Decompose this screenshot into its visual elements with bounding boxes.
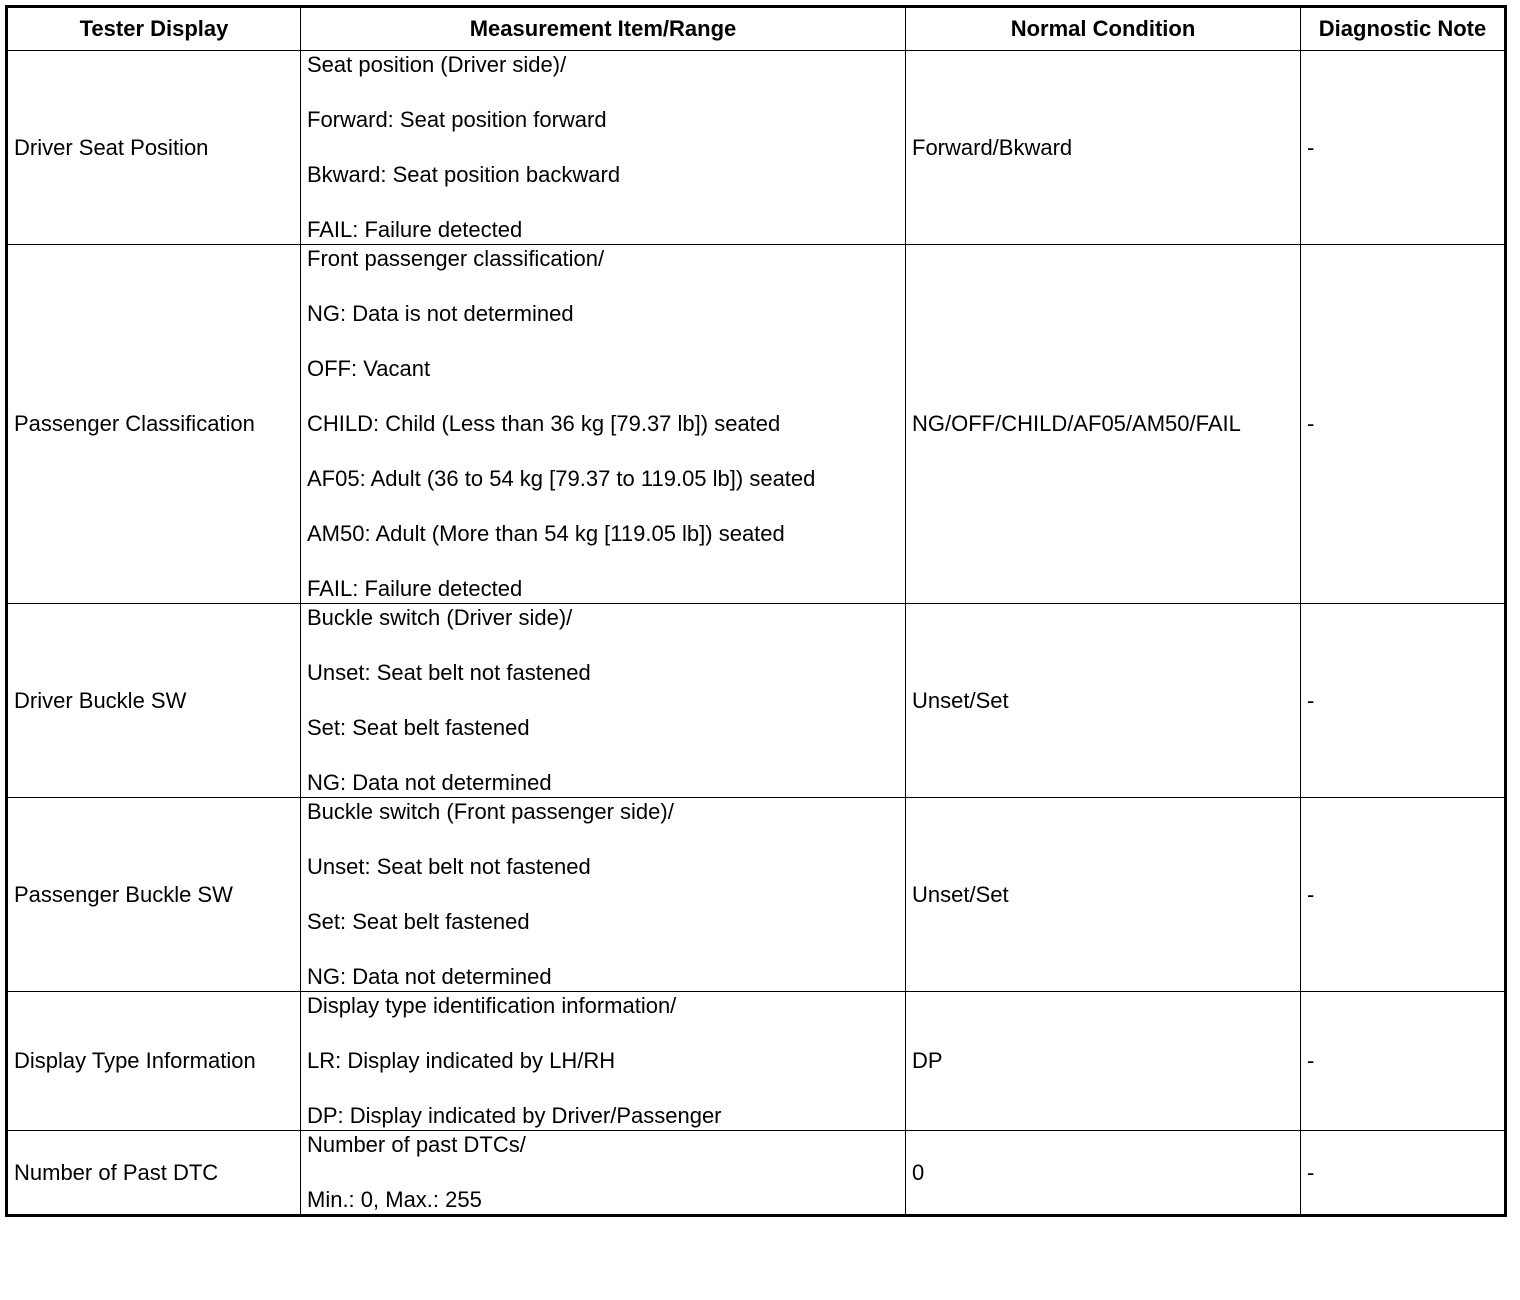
header-measurement-item-range: Measurement Item/Range [301,7,906,51]
diagnostic-note-cell: - [1301,245,1506,604]
table-row [7,1131,1506,1216]
range-line: FAIL: Failure detected [307,576,523,601]
range-line: AF05: Adult (36 to 54 kg [79.37 to 119.05 lb]) seated [307,466,816,491]
data-list-table-container [5,5,1507,1217]
table-header-row [7,7,1506,51]
table-row [7,604,1506,798]
diagnostic-note-cell: - [1301,51,1506,245]
table-row [7,51,1506,245]
diagnostic-note-cell: - [1301,604,1506,798]
range-line: Buckle switch (Driver side)/ [307,605,573,630]
measurement-range-cell [301,798,906,992]
range-line: Seat position (Driver side)/ [307,52,567,77]
range-line: LR: Display indicated by LH/RH [307,1048,616,1073]
range-line: Unset: Seat belt not fastened [307,660,591,685]
measurement-range-cell [301,992,906,1131]
range-line: Forward: Seat position forward [307,107,607,132]
header-tester-display: Tester Display [7,7,301,51]
range-line: FAIL: Failure detected [307,217,523,242]
normal-condition-cell: 0 [906,1131,1301,1216]
table-row [7,245,1506,604]
normal-condition-cell: Unset/Set [906,798,1301,992]
tester-display-cell: Display Type Information [7,992,301,1131]
range-line: Buckle switch (Front passenger side)/ [307,799,674,824]
normal-condition-cell: Forward/Bkward [906,51,1301,245]
range-line: Bkward: Seat position backward [307,162,621,187]
range-line: AM50: Adult (More than 54 kg [119.05 lb]) seated [307,521,785,546]
range-line: Number of past DTCs/ [307,1132,526,1157]
normal-condition-cell: NG/OFF/CHILD/AF05/AM50/FAIL [906,245,1301,604]
table-row [7,798,1506,992]
tester-display-cell: Number of Past DTC [7,1131,301,1216]
data-list-table [5,5,1507,1217]
range-line: NG: Data is not determined [307,301,574,326]
header-normal-condition: Normal Condition [906,7,1301,51]
measurement-range-cell [301,245,906,604]
measurement-range-cell [301,1131,906,1216]
diagnostic-note-cell: - [1301,992,1506,1131]
range-line: Min.: 0, Max.: 255 [307,1187,482,1212]
normal-condition-cell: DP [906,992,1301,1131]
tester-display-cell: Passenger Classification [7,245,301,604]
table-row [7,992,1506,1131]
range-line: Display type identification information/ [307,993,677,1018]
diagnostic-note-cell: - [1301,798,1506,992]
tester-display-cell: Driver Seat Position [7,51,301,245]
range-line: DP: Display indicated by Driver/Passenger [307,1103,722,1128]
diagnostic-note-cell: - [1301,1131,1506,1216]
measurement-range-cell [301,604,906,798]
table-body [7,51,1506,1216]
range-line: CHILD: Child (Less than 36 kg [79.37 lb]) seated [307,411,781,436]
range-line: NG: Data not determined [307,770,552,795]
range-line: OFF: Vacant [307,356,431,381]
range-line: NG: Data not determined [307,964,552,989]
range-line: Set: Seat belt fastened [307,715,530,740]
tester-display-cell: Driver Buckle SW [7,604,301,798]
measurement-range-cell [301,51,906,245]
range-line: Front passenger classification/ [307,246,605,271]
header-diagnostic-note: Diagnostic Note [1301,7,1506,51]
range-line: Set: Seat belt fastened [307,909,530,934]
tester-display-cell: Passenger Buckle SW [7,798,301,992]
normal-condition-cell: Unset/Set [906,604,1301,798]
range-line: Unset: Seat belt not fastened [307,854,591,879]
